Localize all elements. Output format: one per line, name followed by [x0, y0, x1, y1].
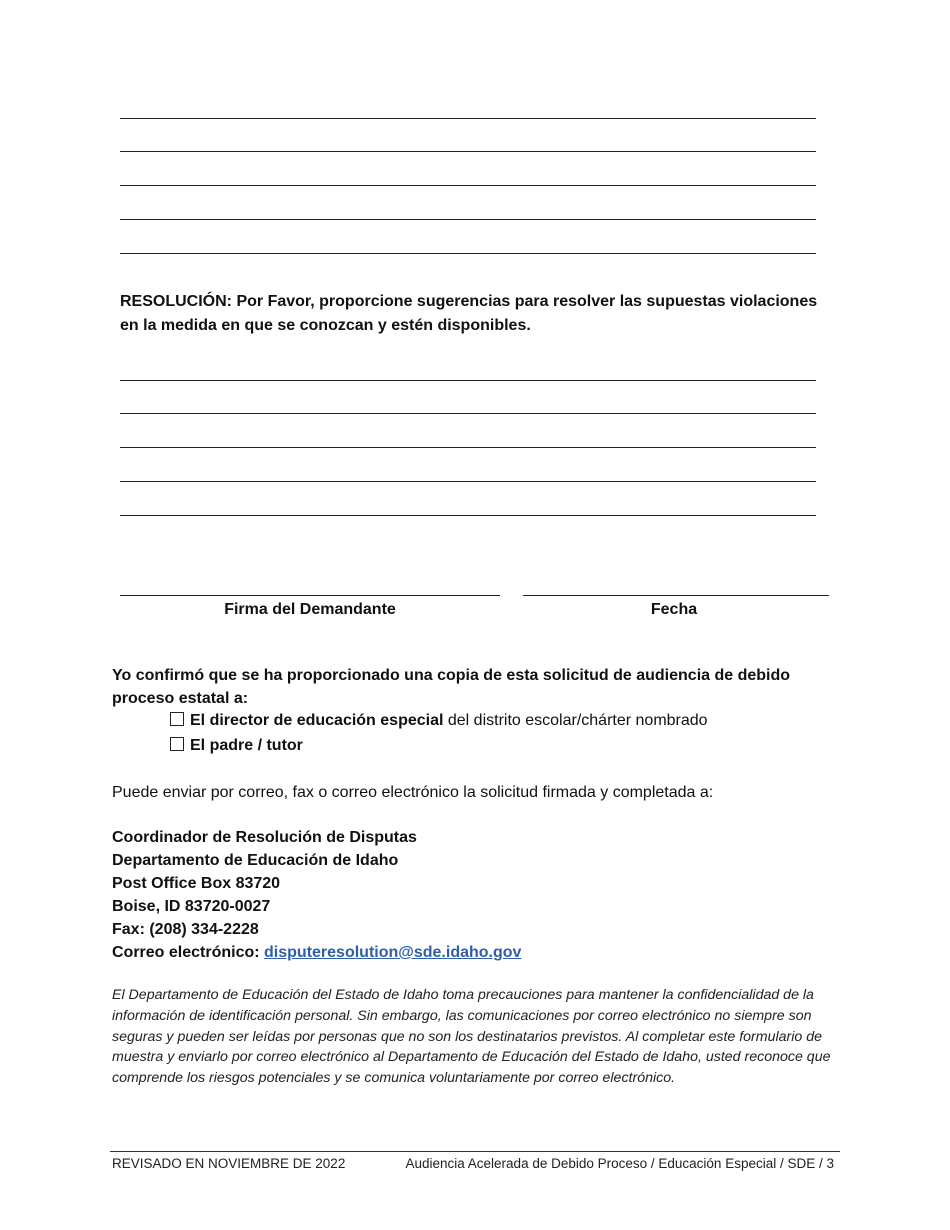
resolution-blank-line[interactable] [120, 481, 816, 482]
checkbox-parent[interactable] [170, 737, 184, 751]
blank-line[interactable] [120, 185, 816, 186]
address-line: Post Office Box 83720 [112, 875, 281, 892]
confirmation-statement: Yo confirmó que se ha proporcionado una copia de esta solicitud de audiencia de debido proceso estatal a: [112, 667, 791, 707]
signature-line[interactable] [120, 595, 500, 596]
footer-revised: REVISADO EN NOVIEMBRE DE 2022 [112, 1156, 346, 1171]
checkbox-parent-label: El padre / tutor [190, 737, 303, 754]
resolution-blank-line[interactable] [120, 413, 816, 414]
email-row [112, 941, 521, 964]
privacy-notice: El Departamento de Educación del Estado de Idaho toma precauciones para mantener la confidencialidad de la información de identificación personal. Sin embargo, las comunicaciones por correo electrónico no siempre son seguras y pueden ser leídas por personas que no son los destinatarios previstos. Al completar este formulario de muestra y enviarlo por correo electrónico al Departamento de Educación del Estado de Idaho, usted reconoce que comprende los riesgos potenciales y se comunica voluntariamente por correo electrónico. [112, 987, 831, 1087]
footer-divider [110, 1151, 840, 1152]
email-label: Correo electrónico: [112, 944, 265, 961]
checkbox-row-parent [170, 735, 303, 757]
resolution-heading: RESOLUCIÓN: Por Favor, proporcione sugerencias para resolver las supuestas violaciones en la medida en que se conozcan y estén disponibles. [120, 293, 818, 334]
blank-line[interactable] [120, 151, 816, 152]
mailing-address [112, 826, 521, 964]
send-instructions: Puede enviar por correo, fax o correo electrónico la solicitud firmada y completada a: [112, 784, 714, 801]
blank-line[interactable] [120, 118, 816, 119]
address-line: Boise, ID 83720-0027 [112, 898, 271, 915]
address-line: Coordinador de Resolución de Disputas [112, 829, 417, 846]
checkbox-director-label: El director de educación especial [190, 712, 444, 729]
footer-title: Audiencia Acelerada de Debido Proceso / Educación Especial / SDE / 3 [405, 1156, 834, 1171]
resolution-blank-line[interactable] [120, 515, 816, 516]
resolution-blank-line[interactable] [120, 380, 816, 381]
blank-line[interactable] [120, 219, 816, 220]
signature-label: Firma del Demandante [224, 601, 396, 618]
blank-line[interactable] [120, 253, 816, 254]
fax-number: Fax: (208) 334-2228 [112, 921, 259, 938]
checkbox-row-director [170, 710, 708, 732]
checkbox-director-detail: del distrito escolar/chárter nombrado [443, 712, 708, 729]
email-link[interactable]: disputeresolution@sde.idaho.gov [264, 944, 522, 961]
date-label: Fecha [650, 601, 698, 618]
resolution-blank-line[interactable] [120, 447, 816, 448]
address-line: Departamento de Educación de Idaho [112, 852, 399, 869]
checkbox-director[interactable] [170, 712, 184, 726]
date-line[interactable] [523, 595, 829, 596]
